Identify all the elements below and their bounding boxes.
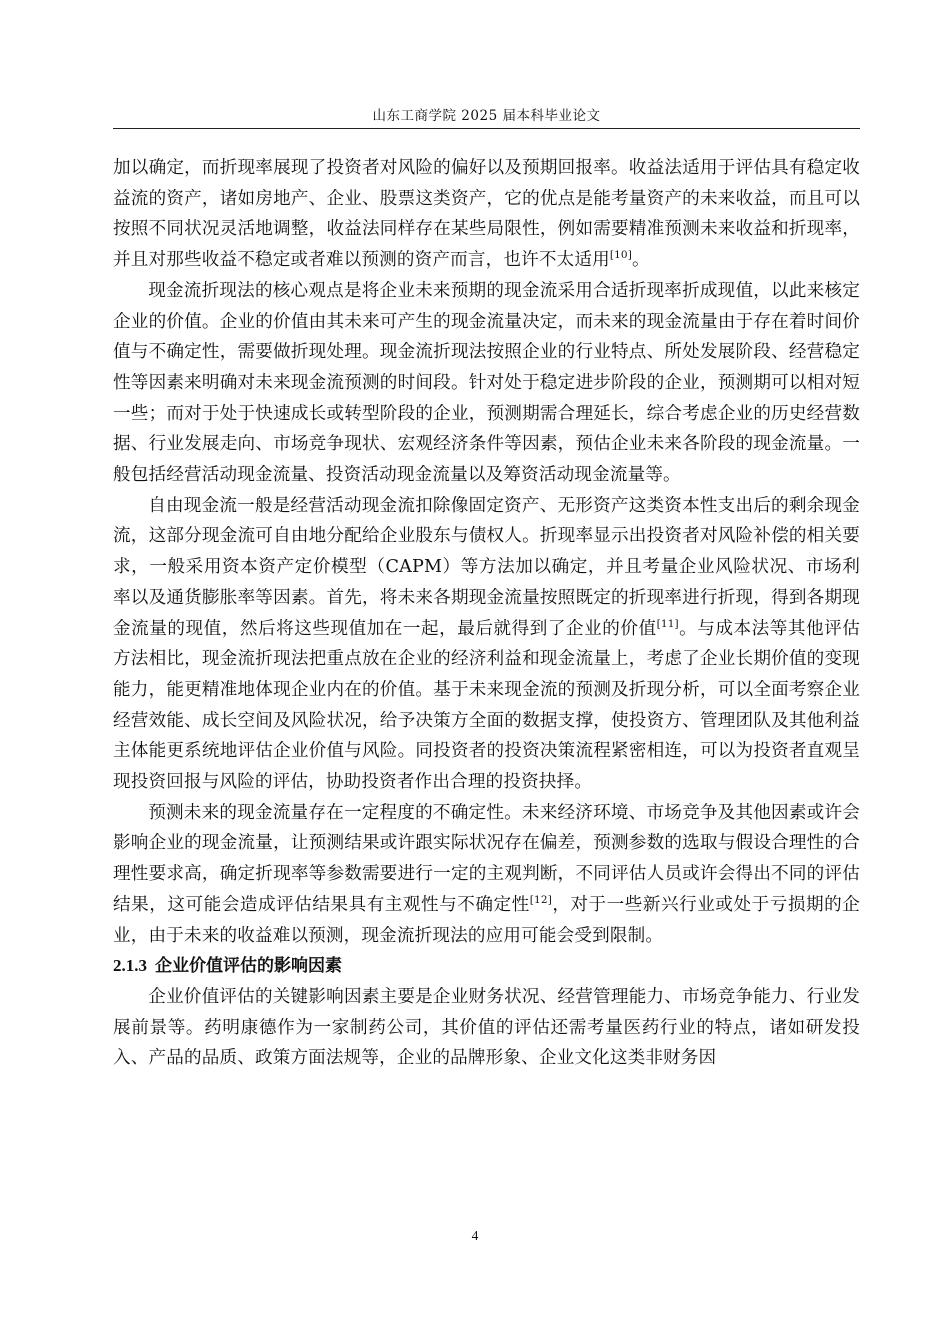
- citation-10: [10]: [609, 249, 632, 262]
- section-number: 2.1.3: [113, 956, 147, 976]
- paragraph-3-text-a: 自由现金流一般是经营活动现金流扣除像固定资产、无形资产这类资本性支出后的剩余现金流，这部分现金流可自由地分配给企业股东与债权人。折现率显示出投资者对风险补偿的相关要求，一般采用资本资产定价模型（CAPM）等方法加以确定，并且考量企业风险状况、市场利率以及通货膨胀率等因素。首先，将未来各期现金流量按照既定的折现率进行折现，得到各期现金流量的现值，然后将这些现值加在一起，最后就得到了企业的价值: [113, 495, 860, 639]
- paragraph-3: [113, 491, 860, 798]
- paragraph-5: 企业价值评估的关键影响因素主要是企业财务状况、经营管理能力、市场竞争能力、行业发展前景等。药明康德作为一家制药公司，其价值的评估还需考量医药行业的特点，诸如研发投入、产品的品质、政策方面法规等，企业的品牌形象、企业文化这类非财务因: [113, 986, 860, 1069]
- citation-11: [11]: [656, 617, 679, 630]
- section-heading: [113, 951, 860, 982]
- paragraph-1: [113, 153, 860, 276]
- body-text: [113, 153, 860, 1074]
- citation-12: [12]: [529, 894, 552, 907]
- section-title: 企业价值评估的影响因素: [155, 956, 342, 977]
- header-divider: [113, 128, 860, 129]
- paragraph-1-text: 加以确定，而折现率展现了投资者对风险的偏好以及预期回报率。收益法适用于评估具有稳定收益流的资产，诸如房地产、企业、股票这类资产，它的优点是能考量资产的未来收益，而且可以按照不同状况灵活地调整，收益法同样存在某些局限性，例如需要精准预测未来收益和折现率，并且对那些收益不稳定或者难以预测的资产而言，也许不太适用: [113, 158, 860, 271]
- paragraph-2: 现金流折现法的核心观点是将企业未来预期的现金流采用合适折现率折成现值，以此来核定企业的价值。企业的价值由其未来可产生的现金流量决定，而未来的现金流量由于存在着时间价值与不确定性，需要做折现处理。现金流折现法按照企业的行业特点、所处发展阶段、经营稳定性等因素来明确对未来现金流预测的时间段。针对处于稳定进步阶段的企业，预测期可以相对短一些；而对于处于快速成长或转型阶段的企业，预测期需合理延长，综合考虑企业的历史经营数据、行业发展走向、市场竞争现状、宏观经济条件等因素，预估企业未来各阶段的现金流量。一般包括经营活动现金流量、投资活动现金流量以及筹资活动现金流量等。: [113, 280, 860, 486]
- paragraph-3-text-b: 。与成本法等其他评估方法相比，现金流折现法把重点放在企业的经济利益和现金流量上，考虑了企业长期价值的变现能力，能更精准地体现企业内在的价值。基于未来现金流的预测及折现分析，可以全面考察企业经营效能、成长空间及风险状况，给予决策方全面的数据支撑，使投资方、管理团队及其他利益主体能更系统地评估企业价值与风险。同投资者的投资决策流程紧密相连，可以为投资者直观呈现投资回报与风险的评估，协助投资者作出合理的投资抉择。: [113, 618, 860, 793]
- paragraph-4: [113, 798, 860, 952]
- page-number: 4: [471, 1228, 479, 1243]
- paragraph-4-text-b: ，对于一些新兴行业或处于亏损期的企业，由于未来的收益难以预测，现金流折现法的应用可能会受到限制。: [113, 894, 860, 946]
- paragraph-1-tail: 。: [631, 250, 650, 271]
- running-header: 山东工商学院 2025 届本科毕业论文: [372, 108, 601, 124]
- paragraph-4-text-a: 预测未来的现金流量存在一定程度的不确定性。未来经济环境、市场竞争及其他因素或许会影响企业的现金流量，让预测结果或许跟实际状况存在偏差，预测参数的选取与假设合理性的合理性要求高，确定折现率等参数需要进行一定的主观判断，不同评估人员或许会得出不同的评估结果，这可能会造成评估结果具有主观性与不确定性: [113, 802, 860, 915]
